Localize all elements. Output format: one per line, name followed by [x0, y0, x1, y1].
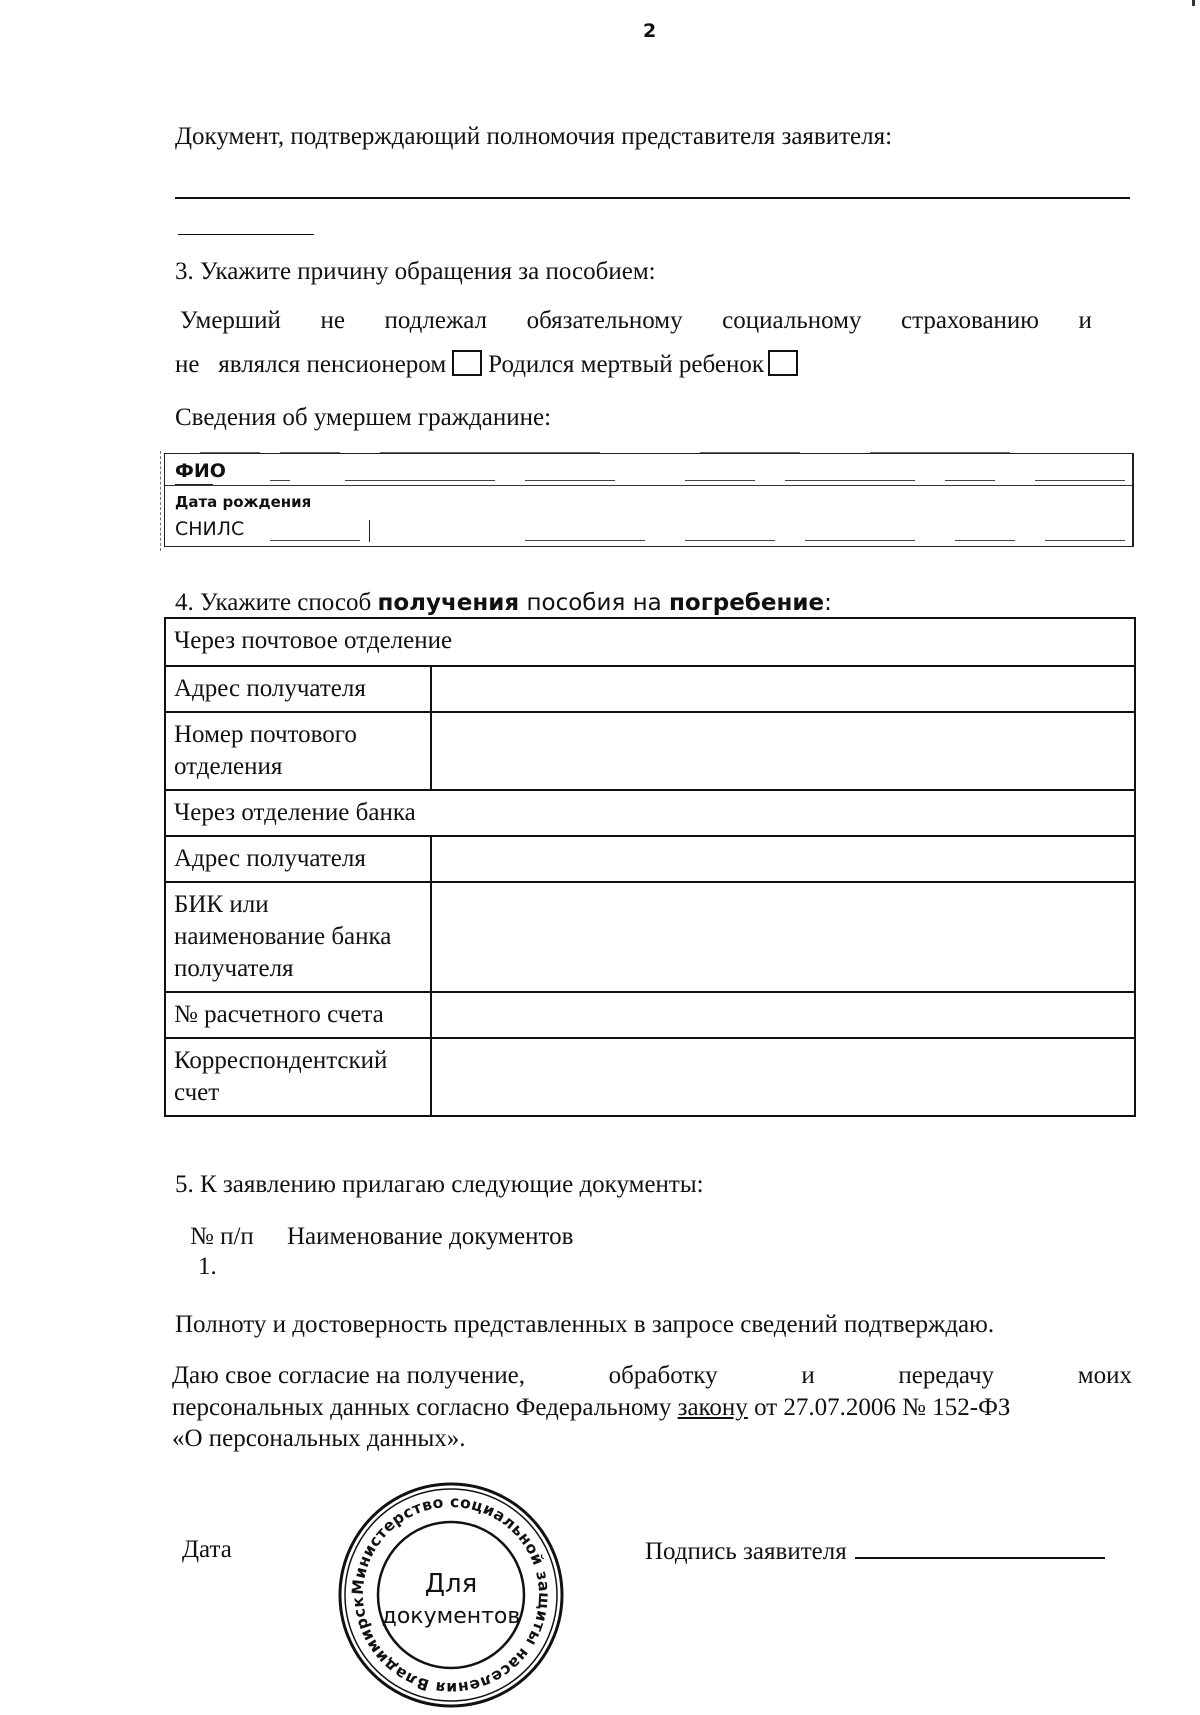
- info-box-separator: [165, 485, 1132, 486]
- stamp-graphic: [336, 1480, 566, 1710]
- date-label: Дата: [182, 1536, 232, 1563]
- redaction-mark: [870, 452, 1010, 453]
- redaction-mark: [270, 540, 360, 541]
- reason-line-2: [175, 350, 804, 380]
- consent-line-3: «О персональных данных».: [172, 1425, 466, 1452]
- consent-word: передачу: [898, 1362, 995, 1389]
- redaction-mark: [1045, 540, 1125, 541]
- bank-recipient-address-field[interactable]: [431, 836, 1135, 882]
- reason-not-pensioner-label: не являлся пенсионером: [175, 351, 447, 378]
- table-row: [165, 882, 1135, 992]
- consent-text: персональных данных согласно Федеральному: [172, 1394, 678, 1421]
- post-office-number-label: Номер почтового отделения: [165, 712, 431, 790]
- redaction-mark: [805, 540, 915, 541]
- consent-word: моих: [1077, 1362, 1132, 1389]
- bank-recipient-address-label: Адрес получателя: [165, 836, 431, 882]
- consent-word: обработку: [608, 1362, 718, 1389]
- table-row: [165, 618, 1135, 666]
- correspondent-account-field[interactable]: [431, 1038, 1135, 1116]
- section4-heading-text: пособия на: [519, 590, 670, 616]
- scan-artifact: [1192, 0, 1195, 6]
- fio-underline: [175, 484, 213, 485]
- redaction-mark: [700, 452, 800, 453]
- section5-heading: 5. К заявлению прилагаю следующие документы:: [175, 1171, 704, 1198]
- representative-doc-label: Документ, подтверждающий полномочия представителя заявителя:: [175, 123, 893, 150]
- signature-label: Подпись заявителя: [645, 1538, 847, 1565]
- table-row: [165, 666, 1135, 712]
- table-row: [165, 712, 1135, 790]
- account-number-field[interactable]: [431, 992, 1135, 1038]
- reason-word: и: [1078, 307, 1092, 334]
- reason-word: страхованию: [901, 307, 1039, 334]
- payment-method-table: [164, 617, 1136, 1117]
- redaction-mark: [685, 540, 775, 541]
- fio-label: ФИО: [175, 460, 226, 482]
- redaction-mark: [525, 540, 645, 541]
- section4-heading: [175, 588, 832, 618]
- section4-heading-bold: погребение: [669, 590, 825, 616]
- reason-word: подлежал: [384, 307, 488, 334]
- info-box-left-edge: [160, 451, 161, 551]
- page-number: 2: [643, 20, 657, 42]
- post-office-number-field[interactable]: [431, 712, 1135, 790]
- redaction-mark: [955, 540, 1015, 541]
- documents-item-1: 1.: [198, 1253, 217, 1280]
- consent-line-2: [172, 1393, 1010, 1423]
- signature-block: [645, 1537, 1105, 1567]
- stamp-ring-text: Министерство социальной защиты населения Владимирск: [348, 1492, 554, 1698]
- representative-doc-footnote-line: [178, 234, 314, 235]
- redaction-mark: [785, 480, 915, 481]
- reason-word: Умерший: [180, 307, 281, 334]
- consent-word: и: [801, 1362, 815, 1389]
- bank-header: Через отделение банка: [165, 790, 1135, 836]
- stillborn-checkbox[interactable]: [768, 350, 798, 376]
- table-row: [165, 836, 1135, 882]
- reason-word: обязательному: [526, 307, 683, 334]
- snils-divider: [369, 520, 370, 542]
- representative-doc-line: [175, 197, 1130, 199]
- post-recipient-address-field[interactable]: [431, 666, 1135, 712]
- deceased-info-title: Сведения об умершем гражданине:: [175, 404, 552, 431]
- table-row: [165, 992, 1135, 1038]
- redaction-mark: [280, 452, 340, 453]
- section4-heading-bold: получения: [377, 590, 520, 616]
- consent-line-1: [172, 1362, 1132, 1390]
- correspondent-account-label: Корреспондентский счет: [165, 1038, 431, 1116]
- stamp-center-text-2: документов: [381, 1604, 521, 1629]
- documents-col-number: № п/п: [190, 1223, 254, 1250]
- official-stamp: [336, 1480, 566, 1710]
- redaction-mark: [345, 480, 495, 481]
- redaction-mark: [200, 452, 260, 453]
- redaction-mark: [685, 480, 755, 481]
- snils-label: СНИЛС: [175, 518, 245, 540]
- section4-heading-text: 4. Укажите способ: [175, 589, 378, 616]
- post-office-header: Через почтовое отделение: [165, 618, 1135, 666]
- not-pensioner-checkbox[interactable]: [452, 350, 482, 376]
- redaction-mark: [945, 480, 995, 481]
- redaction-mark: [525, 480, 615, 481]
- law-link[interactable]: закону: [677, 1394, 748, 1421]
- redaction-mark: [380, 452, 600, 453]
- birth-date-label: Дата рождения: [175, 493, 312, 511]
- account-number-label: № расчетного счета: [165, 992, 431, 1038]
- reason-word: не: [320, 307, 345, 334]
- confirm-text: Полноту и достоверность представленных в запросе сведений подтверждаю.: [175, 1311, 995, 1338]
- consent-text: от 27.07.2006 № 152-ФЗ: [747, 1394, 1011, 1421]
- table-row: [165, 1038, 1135, 1116]
- signature-line[interactable]: [855, 1557, 1105, 1559]
- section4-heading-text: :: [824, 590, 832, 616]
- reason-word: социальному: [722, 307, 862, 334]
- bank-bik-field[interactable]: [431, 882, 1135, 992]
- post-recipient-address-label: Адрес получателя: [165, 666, 431, 712]
- documents-col-name: Наименование документов: [287, 1223, 574, 1250]
- table-row: [165, 790, 1135, 836]
- reason-line-1: [180, 307, 1092, 335]
- bank-bik-label: БИК или наименование банка получателя: [165, 882, 431, 992]
- redaction-mark: [1035, 480, 1125, 481]
- redaction-mark: [270, 480, 290, 481]
- deceased-info-box: [164, 453, 1134, 547]
- stamp-center-text-1: Для: [424, 1569, 478, 1599]
- stillborn-label: Родился мертвый ребенок: [488, 351, 764, 378]
- consent-word: Даю свое согласие на получение,: [172, 1362, 525, 1389]
- section3-heading: 3. Укажите причину обращения за пособием:: [175, 258, 656, 285]
